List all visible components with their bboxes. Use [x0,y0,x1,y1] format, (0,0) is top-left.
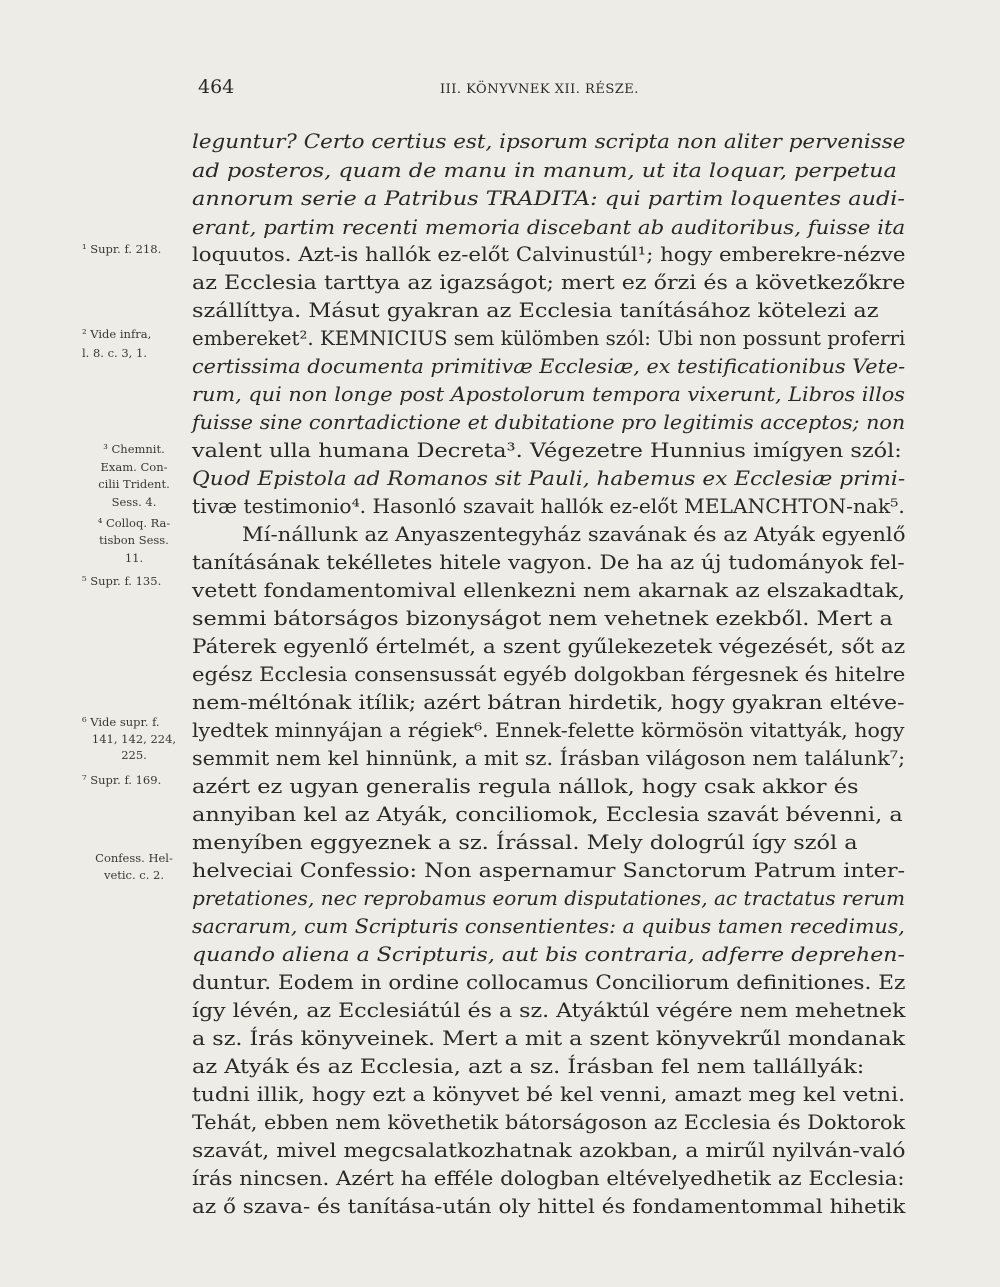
text-line: sacrarum, cum Scripturis consentientes: a quibus tamen recedimus, [192,914,905,938]
text-line: valent ulla humana Decreta³. Végezetre Hunnius imígyen szól: [192,438,902,462]
text-line: helveciai Confessio: Non aspernamur Sanctorum Patrum inter- [192,858,906,882]
text-line: erant, partim recenti memoria discebant ab auditoribus, fuisse ita [192,215,906,239]
margin-note: 225. [121,748,147,762]
text-line: a sz. Írás könyveinek. Mert a mit a szent könyvekrűl mondanak [192,1026,906,1050]
text-line: tivæ testimonio⁴. Hasonló szavait hallók ez-előt MELANCHTON-nak⁵. [192,494,905,518]
text-line: vetett fondamentomival ellenkezni nem akarnak az elszakadtak, [192,578,905,602]
text-line: quando aliena a Scripturis, aut bis contraria, adferre deprehen- [192,942,905,966]
text-line: egész Ecclesia consensussát egyéb dolgokban férgesnek és hitelre [192,662,906,686]
text-line: Mí-nállunk az Anyaszentegyház szavának és az Atyák egyenlő [242,522,906,546]
margin-note: l. 8. c. 3, 1. [82,346,147,360]
margin-note: Sess. 4. [111,495,157,509]
text-line: fuisse sine conrtadictione et dubitatione pro legitimis acceptos; non [192,410,906,434]
text-line: az ő szava- és tanítása-után oly hittel és fondamentommal hihetik [192,1194,906,1218]
margin-note: ⁵ Supr. f. 135. [82,574,162,588]
text-line: szállíttya. Másut gyakran az Ecclesia tanításához kötelezi az [192,298,879,322]
margin-note: Exam. Con- [100,460,168,474]
text-line: szavát, mivel megcsalatkozhatnak azokban, a mirűl nyilván-való [192,1138,906,1162]
text-line: tanításának tekélletes hitele vagyon. De ha az új tudományok fel- [192,550,905,574]
margin-note: tisbon Sess. [99,533,169,547]
margin-note: vetic. c. 2. [103,868,165,882]
text-line: az Atyák és az Ecclesia, azt a sz. Írásban fel nem tallállyák: [192,1054,865,1078]
text-line: annorum serie a Patribus TRADITA: qui partim loquentes audi- [192,186,905,210]
text-line: Páterek egyenlő értelmét, a szent gyűlekezetek végezését, sőt az [192,634,906,658]
margin-note: 141, 142, 224, [91,732,177,746]
text-line: certissima documenta primitivæ Ecclesiæ, ex testificationibus Vete- [192,354,906,378]
text-line: írás nincsen. Azért ha efféle dologban eltévelyedhetik az Ecclesia: [192,1166,905,1190]
text-line: loquutos. Azt-is hallók ez-előt Calvinustúl¹; hogy emberekre-nézve [192,242,906,266]
text-line: az Ecclesia tarttya az igazságot; mert ez őrzi és a következőkre [192,270,906,294]
text-line: leguntur? Certo certius est, ipsorum scripta non aliter pervenisse [192,129,906,153]
text-line: így lévén, az Ecclesiátúl és a sz. Atyáktúl végére nem mehetnek [192,998,906,1022]
margin-note: 11. [124,551,144,565]
page-header [0,76,1000,102]
margin-note: ² Vide infra, [82,327,152,341]
margin-note: ⁶ Vide supr. f. [82,715,160,729]
margin-note: cilii Trident. [98,477,170,491]
margin-note: Confess. Hel- [95,851,173,865]
text-line: embereket². KEMNICIUS sem külömben szól: Ubi non possunt proferri [192,326,906,350]
margin-note: ⁷ Supr. f. 169. [82,773,162,787]
margin-note: ⁴ Colloq. Ra- [97,516,171,530]
text-line: semmit nem kel hinnünk, a mit sz. Írásban világoson nem találunk⁷; [192,746,906,770]
text-line: lyedtek minnyájan a régiek⁶. Ennek-felette körmösön vitattyák, hogy [192,718,905,742]
running-title: III. KÖNYVNEK XII. RÉSZE. [440,82,639,97]
text-line: annyiban kel az Atyák, conciliomok, Ecclesia szavát bévenni, a [192,802,903,826]
margin-note: ¹ Supr. f. 218. [82,242,162,256]
text-line: duntur. Eodem in ordine collocamus Conciliorum definitiones. Ez [192,970,906,994]
text-line: Tehát, ebben nem követhetik bátorságoson az Ecclesia és Doktorok [192,1110,906,1134]
text-line: ad posteros, quam de manu in manum, ut ita loquar, perpetua [192,158,897,182]
text-line: nem-méltónak itílik; azért bátran hirdetik, hogy gyakran eltéve- [192,690,905,714]
text-line: Quod Epistola ad Romanos sit Pauli, habemus ex Ecclesiæ primi- [192,466,906,490]
text-line: pretationes, nec reprobamus eorum disputationes, ac tractatus rerum [192,886,906,910]
text-line: menyíben eggyeznek a sz. Írással. Mely dologrúl így szól a [192,830,858,854]
margin-note: ³ Chemnit. [103,442,165,456]
page-number: 464 [198,76,235,98]
text-line: tudni illik, hogy ezt a könyvet bé kel venni, amazt meg kel vetni. [192,1082,906,1106]
text-line: azért ez ugyan generalis regula nállok, hogy csak akkor és [192,774,859,798]
text-line: rum, qui non longe post Apostolorum tempora vixerunt, Libros illos [192,382,906,406]
text-line: semmi bátorságos bizonyságot nem vehetnek ezekből. Mert a [192,606,893,630]
